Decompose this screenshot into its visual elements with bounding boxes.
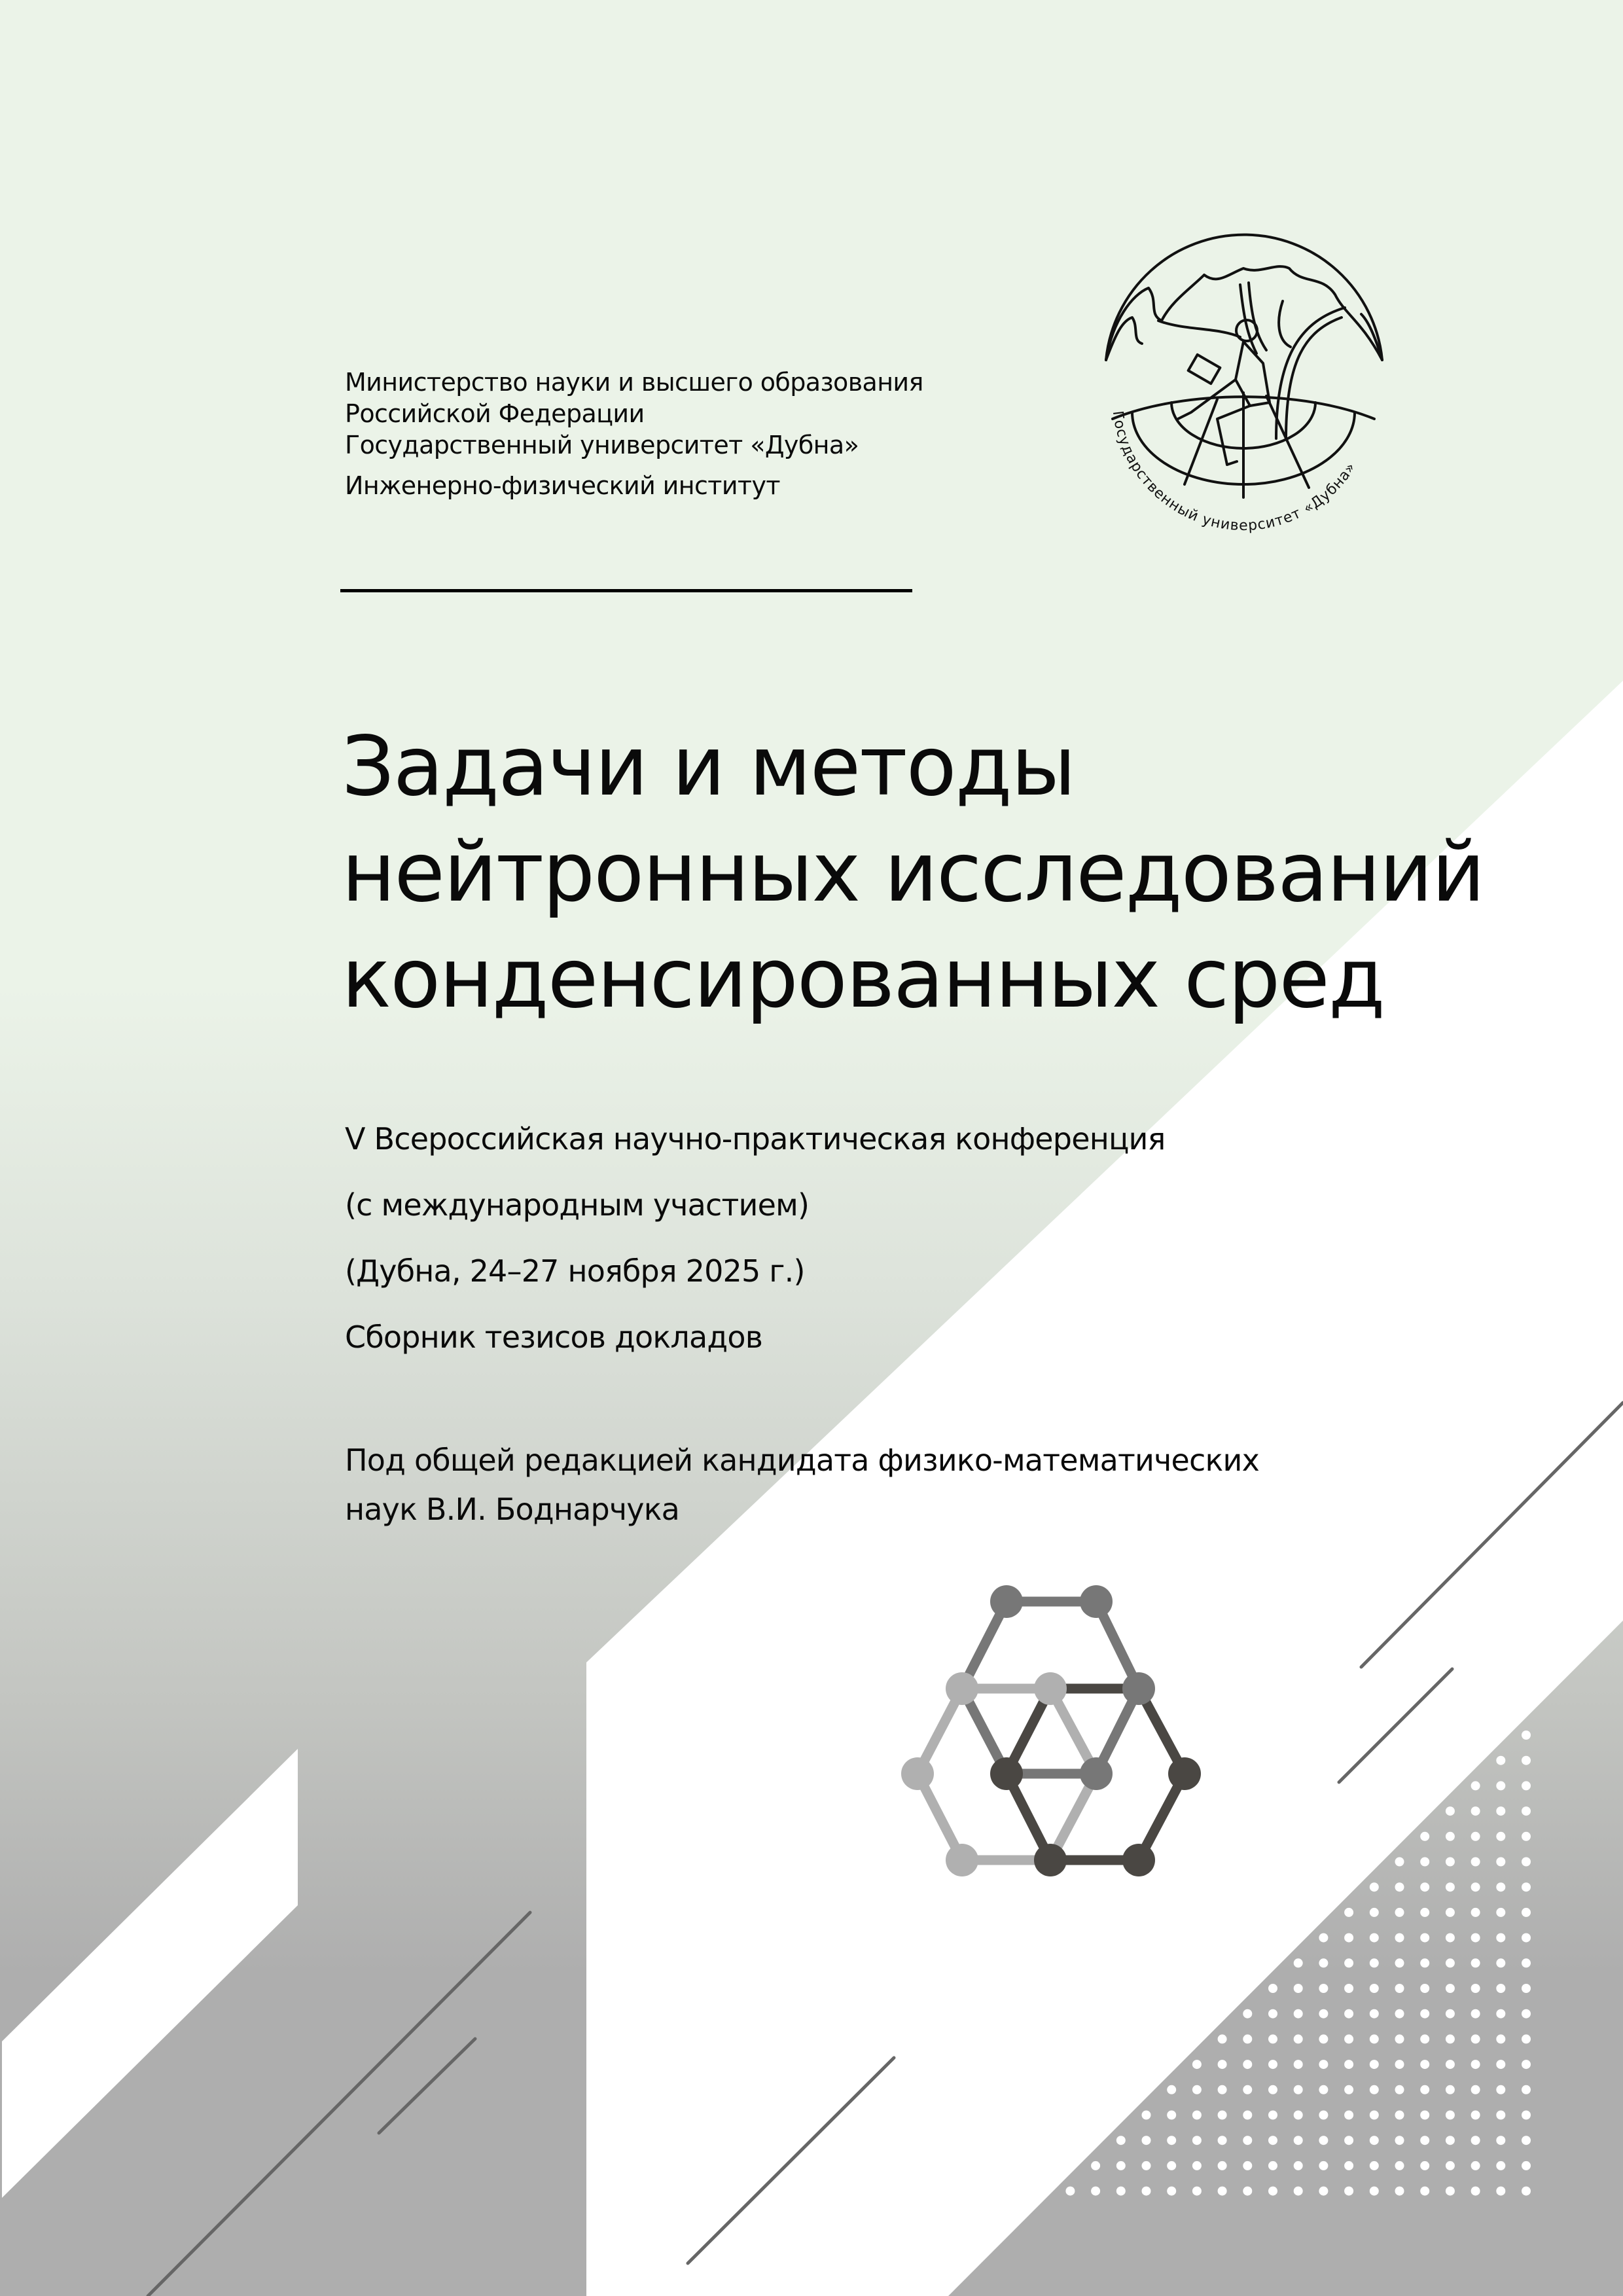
page-title <box>342 713 1484 1031</box>
title-line: конденсированных сред <box>342 930 1385 1026</box>
institute-name: Инженерно-физический институт <box>345 471 780 500</box>
conference-line: V Всероссийская научно-практическая конференция <box>345 1121 1166 1157</box>
conference-line: (с международным участием) <box>345 1187 810 1223</box>
university-dubna-logo-icon <box>1086 223 1400 537</box>
institution-line: Министерство науки и высшего образования <box>345 368 923 397</box>
editor-line: Под общей редакцией кандидата физико-математических <box>345 1443 1260 1478</box>
title-line: Задачи и методы <box>342 718 1075 814</box>
institution-line: Государственный университет «Дубна» <box>345 431 859 459</box>
editor-line: наук В.И. Боднарчука <box>345 1492 680 1527</box>
institution-block <box>345 367 923 501</box>
svg-text:Государственный университет «Д: Государственный университет «Дубна» <box>1109 410 1360 535</box>
editor-info <box>345 1436 1259 1534</box>
conference-line: Сборник тезисов докладов <box>345 1319 763 1355</box>
institution-line: Российской Федерации <box>345 399 645 428</box>
conference-info <box>345 1106 1165 1371</box>
title-line: нейтронных исследований <box>342 824 1484 920</box>
header-divider <box>340 589 912 592</box>
conference-line: (Дубна, 24–27 ноября 2025 г.) <box>345 1253 805 1289</box>
